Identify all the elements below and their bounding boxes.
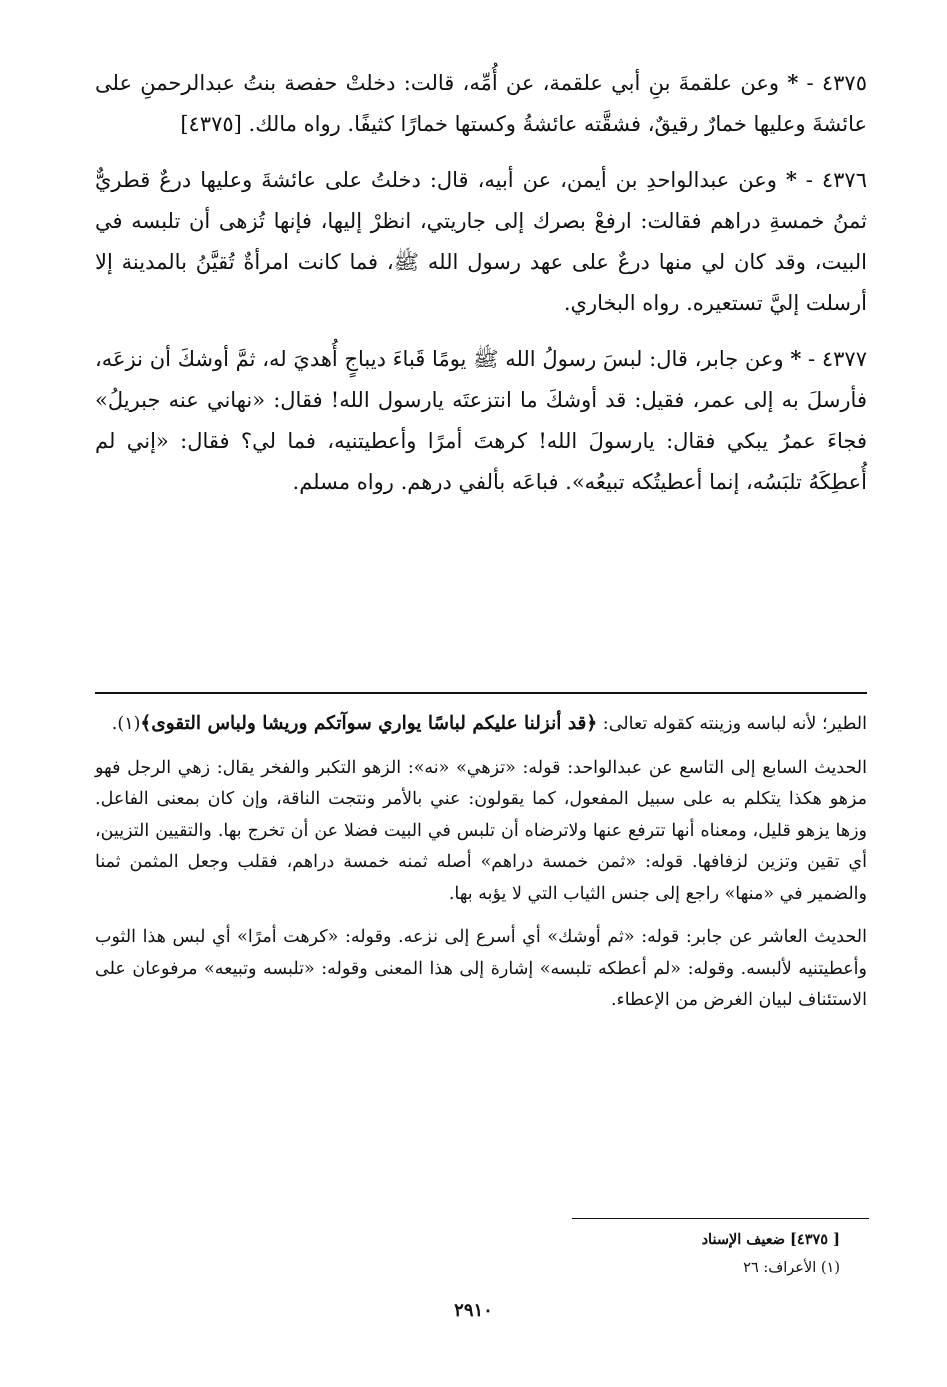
commentary-section: [95, 708, 867, 1029]
hadith-number: ٤٣٧٧ -: [801, 347, 867, 371]
star-icon: *: [785, 167, 797, 192]
hadith-number: ٤٣٧٥ -: [798, 71, 867, 95]
footnotes: [572, 1226, 840, 1282]
commentary-paragraph: [95, 753, 867, 911]
hadith-number: ٤٣٧٦ -: [796, 168, 867, 192]
commentary-paragraph: [95, 922, 867, 1017]
page-number: ٢٩١٠: [454, 1300, 493, 1321]
hadith-4376: [95, 159, 867, 324]
commentary-text: الحديث السابع إلى التاسع عن عبدالواحد: قوله: «تزهي» «نه»: الزهو التكبر والفخر يقال: زهي الرجل فهو مزهو هكذا يتكلم به على سبيل المفعول، كما يقولون: عني بالأمر ونتجت الناقة، وإن كان بمعنى الفاعل. وزها يزهو قليل، ومعناه أنها تترفع عنها ولاترضاه أن تلبس في البيت فضلا عن أن تخرج بها. والتقيين التزيين، أي تقين وتزين لزفافها. قوله: «ثمن خمسة دراهم» أصله ثمنه خمسة دراهم، فقلب وجعل المثمن ثمنا والضمير في «منها» راجع إلى جنس الثياب التي لا يؤبه بها.: [95, 757, 867, 904]
hadith-4375: [95, 62, 867, 145]
footnote-marker: (١).: [111, 714, 141, 734]
footnote-divider: [572, 1218, 869, 1219]
hadith-4377: [95, 338, 867, 503]
hadith-text: وعن علقمةَ بنِ أبي علقمة، عن أُمِّه، قالت: دخلتْ حفصة بنتُ عبدالرحمنِ على عائشةَ وعليها خمارٌ رقيقٌ، فشقَّته عائشةُ وكستها خمارًا كثيفًا. رواه مالك. [٤٣٧٥]: [95, 71, 867, 136]
hadith-text: وعن جابر، قال: لبسَ رسولُ الله ﷺ يومًا قَباءَ ديباجٍ أُهديَ له، ثمَّ أوشكَ أن نزعَه، فأرسلَ به إلى عمر، فقيل: قد أوشكَ ما انتزعتَه يارسول الله! فقال: «نهاني عنه جبريلُ» فجاءَ عمرُ يبكي فقال: يارسولَ الله! كرهتَ أمرًا وأعطيتنيه، فما لي؟ فقال: «إني لم أُعطِكَهُ تلبَسُه، إنما أعطيتُكه تبيعُه». فباعَه بألفي درهم. رواه مسلم.: [95, 347, 867, 494]
hadith-section: [95, 62, 867, 517]
quran-verse: ﴿قد أنزلنا عليكم لباسًا يواري سوآتكم وريشا ولباس التقوى﴾: [140, 713, 598, 734]
quran-reference: (١) الأعراف: ٢٦: [743, 1260, 840, 1276]
commentary-text: الحديث العاشر عن جابر: قوله: «ثم أوشك» أي أسرع إلى نزعه. وقوله: «كرهت أمرًا» أي لبس هذا الثوب وأعطيتنيه لألبسه. وقوله: «لم أعطكه تلبسه» إشارة إلى هذا المعنى وقوله: «تلبسه وتبيعه» مرفوعان على الاستئناف لبيان الغرض من الإعطاء.: [95, 927, 867, 1010]
commentary-paragraph: [95, 708, 867, 741]
star-icon: *: [790, 346, 802, 371]
commentary-text: الطير؛ لأنه لباسه وزينته كقوله تعالى:: [597, 714, 867, 734]
grading-note: [ ٤٣٧٥] ضعيف الإسناد: [701, 1231, 840, 1248]
section-divider: [95, 692, 867, 694]
hadith-text: وعن عبدالواحدِ بن أيمن، عن أبيه، قال: دخلتُ على عائشةَ وعليها درعٌ قطريٌّ ثمنُ خمسةِ دراهم فقالت: ارفعْ بصرك إلى جاريتي، انظرْ إليها، فإنها تُزهى أن تلبسه في البيت، وقد كان لي منها درعٌ على عهد رسول الله ﷺ، فما كانت امرأةٌ تُقيَّنُ بالمدينة إلا أرسلت إليَّ تستعيره. رواه البخاري.: [95, 168, 867, 315]
star-icon: *: [787, 70, 799, 95]
